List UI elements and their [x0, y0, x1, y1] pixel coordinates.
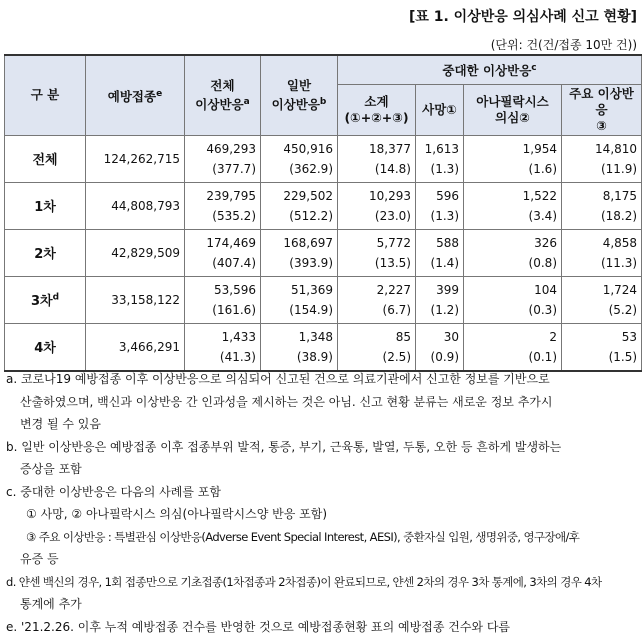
header-anaphylaxis: 아나필락시스 의심②: [464, 84, 562, 135]
major-count: 14,810: [566, 139, 637, 159]
general-cell: [261, 276, 338, 323]
subtotal-count: 5,772: [342, 233, 411, 253]
note-c-line4: 유증 등: [6, 548, 640, 571]
header-major-ae: 주요 이상반응 ③: [562, 84, 642, 135]
major-cell: [562, 229, 642, 276]
row-label: 2차: [5, 229, 86, 276]
general-count: 51,369: [265, 280, 333, 300]
row-label: 3차$^d$: [5, 276, 86, 323]
death-count: 30: [420, 327, 459, 347]
major-rate: (5.2): [566, 300, 637, 320]
death-rate: (0.9): [420, 347, 459, 367]
subtotal-cell: [338, 135, 416, 182]
vaccination-count: 124,262,715: [86, 135, 185, 182]
anaphylaxis-rate: (3.4): [468, 206, 557, 226]
general-cell: [261, 323, 338, 371]
anaphylaxis-cell: [464, 135, 562, 182]
table-row: [5, 229, 642, 276]
general-rate: (512.2): [265, 206, 333, 226]
header-general-ae: 일반 이상반응$^b$: [261, 55, 338, 135]
major-cell: [562, 135, 642, 182]
general-rate: (393.9): [265, 253, 333, 273]
general-rate: (154.9): [265, 300, 333, 320]
total-rate: (407.4): [189, 253, 256, 273]
note-d-line1: d. 얀센 백신의 경우, 1회 접종만으로 기초접종(1차접종과 2차접종)이 완료되므로, 얀센 2차의 경우 3차 통계에, 3차의 경우 4차: [6, 571, 640, 594]
general-count: 168,697: [265, 233, 333, 253]
note-c-line2: ① 사망, ② 아나필락시스 의심(아나필락시스양 반응 포함): [6, 503, 640, 526]
vaccination-count: 3,466,291: [86, 323, 185, 371]
row-label: 전체: [5, 135, 86, 182]
table-row: [5, 276, 642, 323]
major-rate: (18.2): [566, 206, 637, 226]
death-cell: [416, 135, 464, 182]
note-c-line1: c. 중대한 이상반응은 다음의 사례를 포함: [6, 481, 640, 504]
total-cell: [185, 135, 261, 182]
anaphylaxis-count: 1,522: [468, 186, 557, 206]
death-count: 596: [420, 186, 459, 206]
row-label: 4차: [5, 323, 86, 371]
note-b-line2: 증상을 포함: [6, 458, 640, 481]
total-cell: [185, 229, 261, 276]
vaccination-count: 42,829,509: [86, 229, 185, 276]
general-cell: [261, 135, 338, 182]
total-rate: (377.7): [189, 159, 256, 179]
vaccination-count: 44,808,793: [86, 182, 185, 229]
note-c-line3: ③ 주요 이상반응 : 특별관심 이상반응(Adverse Event Special Interest, AESI), 중환자실 입원, 생명위중, 영구장애/후: [6, 526, 640, 549]
anaphylaxis-rate: (1.6): [468, 159, 557, 179]
anaphylaxis-cell: [464, 323, 562, 371]
header-total-ae: 전체 이상반응$^a$: [185, 55, 261, 135]
subtotal-rate: (14.8): [342, 159, 411, 179]
anaphylaxis-count: 1,954: [468, 139, 557, 159]
subtotal-rate: (23.0): [342, 206, 411, 226]
anaphylaxis-count: 326: [468, 233, 557, 253]
death-rate: (1.4): [420, 253, 459, 273]
total-cell: [185, 276, 261, 323]
major-cell: [562, 323, 642, 371]
major-count: 4,858: [566, 233, 637, 253]
adverse-event-table: [4, 54, 642, 372]
total-rate: (161.6): [189, 300, 256, 320]
note-a-line1: a. 코로나19 예방접종 이후 이상반응으로 의심되어 신고된 건으로 의료기관에서 신고한 정보를 기반으로: [6, 368, 640, 391]
anaphylaxis-count: 2: [468, 327, 557, 347]
table-row: [5, 323, 642, 371]
subtotal-count: 10,293: [342, 186, 411, 206]
death-cell: [416, 323, 464, 371]
death-count: 399: [420, 280, 459, 300]
subtotal-cell: [338, 182, 416, 229]
major-rate: (11.3): [566, 253, 637, 273]
general-count: 229,502: [265, 186, 333, 206]
note-a-line3: 변경 될 수 있음: [6, 413, 640, 436]
major-cell: [562, 276, 642, 323]
death-count: 1,613: [420, 139, 459, 159]
major-count: 53: [566, 327, 637, 347]
death-cell: [416, 229, 464, 276]
anaphylaxis-cell: [464, 276, 562, 323]
death-rate: (1.2): [420, 300, 459, 320]
subtotal-rate: (6.7): [342, 300, 411, 320]
anaphylaxis-rate: (0.8): [468, 253, 557, 273]
total-cell: [185, 323, 261, 371]
header-subtotal: 소계 (①+②+③): [338, 84, 416, 135]
subtotal-rate: (13.5): [342, 253, 411, 273]
subtotal-cell: [338, 323, 416, 371]
note-e-line1: e. '21.2.26. 이후 누적 예방접종 건수를 반영한 것으로 예방접종현황 표의 예방접종 건수와 다름: [6, 616, 640, 638]
note-b-line1: b. 일반 이상반응은 예방접종 이후 접종부위 발적, 통증, 부기, 근육통, 발열, 두통, 오한 등 흔하게 발생하는: [6, 436, 640, 459]
vaccination-count: 33,158,122: [86, 276, 185, 323]
general-count: 1,348: [265, 327, 333, 347]
table-row: [5, 182, 642, 229]
total-rate: (41.3): [189, 347, 256, 367]
general-cell: [261, 182, 338, 229]
death-cell: [416, 276, 464, 323]
subtotal-cell: [338, 229, 416, 276]
total-count: 239,795: [189, 186, 256, 206]
major-cell: [562, 182, 642, 229]
total-count: 174,469: [189, 233, 256, 253]
subtotal-cell: [338, 276, 416, 323]
header-serious-ae: 중대한 이상반응$^c$: [338, 55, 642, 84]
subtotal-rate: (2.5): [342, 347, 411, 367]
anaphylaxis-cell: [464, 182, 562, 229]
general-rate: (38.9): [265, 347, 333, 367]
table-title: [표 1. 이상반응 의심사례 신고 현황]: [409, 6, 637, 26]
subtotal-count: 85: [342, 327, 411, 347]
death-rate: (1.3): [420, 159, 459, 179]
row-label: 1차: [5, 182, 86, 229]
subtotal-count: 18,377: [342, 139, 411, 159]
anaphylaxis-rate: (0.1): [468, 347, 557, 367]
death-rate: (1.3): [420, 206, 459, 226]
unit-label: (단위: 건(건/접종 10만 건)): [491, 36, 637, 53]
table-row: [5, 135, 642, 182]
major-count: 1,724: [566, 280, 637, 300]
anaphylaxis-cell: [464, 229, 562, 276]
total-rate: (535.2): [189, 206, 256, 226]
header-gubun: 구 분: [5, 55, 86, 135]
general-count: 450,916: [265, 139, 333, 159]
total-count: 53,596: [189, 280, 256, 300]
general-rate: (362.9): [265, 159, 333, 179]
major-count: 8,175: [566, 186, 637, 206]
death-cell: [416, 182, 464, 229]
anaphylaxis-count: 104: [468, 280, 557, 300]
total-count: 469,293: [189, 139, 256, 159]
header-death: 사망①: [416, 84, 464, 135]
note-d-line2: 통계에 추가: [6, 593, 640, 616]
total-cell: [185, 182, 261, 229]
major-rate: (11.9): [566, 159, 637, 179]
note-a-line2: 산출하였으며, 백신과 이상반응 간 인과성을 제시하는 것은 아님. 신고 현황 분류는 새로운 정보 추가시: [6, 391, 640, 414]
footnotes: [6, 368, 640, 638]
total-count: 1,433: [189, 327, 256, 347]
anaphylaxis-rate: (0.3): [468, 300, 557, 320]
major-rate: (1.5): [566, 347, 637, 367]
subtotal-count: 2,227: [342, 280, 411, 300]
death-count: 588: [420, 233, 459, 253]
header-vaccinations: 예방접종$^e$: [86, 55, 185, 135]
general-cell: [261, 229, 338, 276]
